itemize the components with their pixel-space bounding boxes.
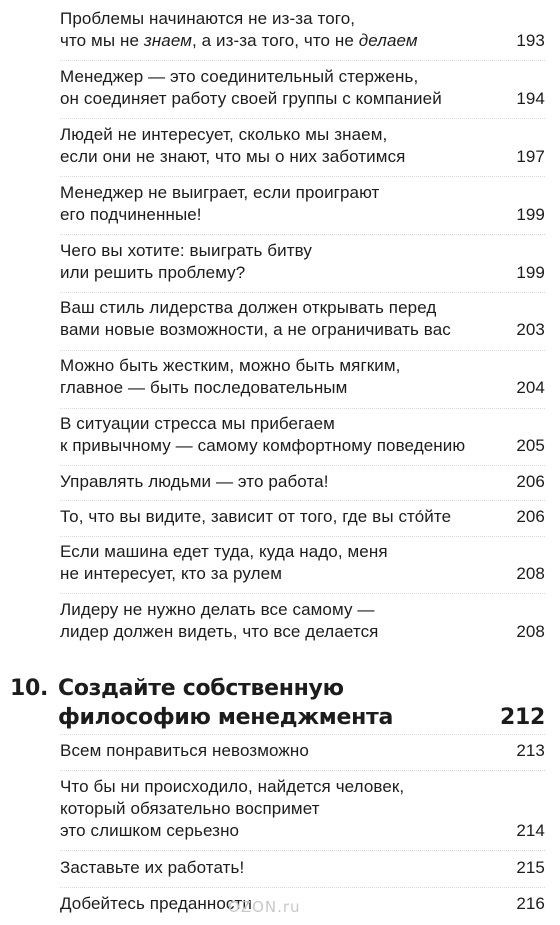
- toc-entry-page: 214: [516, 821, 545, 840]
- toc-entry[interactable]: [60, 740, 545, 762]
- divider: [60, 176, 545, 177]
- toc-entry-title: Можно быть жестким, можно быть мягким, главное — быть последовательным: [60, 356, 401, 397]
- toc-entry-title: Добейтесь преданности: [60, 894, 253, 913]
- toc-entry-page: 193: [516, 31, 545, 50]
- divider: [60, 408, 545, 409]
- toc-entry-title: Всем понравиться невозможно: [60, 741, 309, 760]
- chapter-page: 212: [499, 705, 545, 730]
- divider: [60, 887, 545, 888]
- toc-entry-title: Чего вы хотите: выиграть битву или решить проблему?: [60, 241, 312, 282]
- toc-entry-title: Менеджер — это соединительный стержень, он соединяет работу своей группы с компанией: [60, 67, 442, 108]
- toc-entry-title: Если машина едет туда, куда надо, меня не интересует, кто за рулем: [60, 542, 388, 583]
- chapter-title: Создайте собственную философию менеджмента: [58, 676, 394, 730]
- toc-entry-page: 199: [516, 263, 545, 282]
- toc-entry-page: 199: [516, 205, 545, 224]
- toc-entry[interactable]: [60, 240, 545, 284]
- toc-entry-page: 208: [516, 622, 545, 641]
- toc-entry[interactable]: [60, 66, 545, 110]
- toc-entry-page: 206: [516, 507, 545, 526]
- toc-entry-title: Проблемы начинаются не из-за того, что мы не знаем, а из-за того, что не делаем: [60, 9, 418, 50]
- toc-entry-title: Людей не интересует, сколько мы знаем, если они не знают, что мы о них заботимся: [60, 125, 406, 166]
- toc-entry-page: 206: [516, 472, 545, 491]
- divider: [60, 593, 545, 594]
- toc-entry-page: 204: [516, 378, 545, 397]
- divider: [60, 536, 545, 537]
- divider: [60, 234, 545, 235]
- toc-entry-page: 215: [516, 858, 545, 877]
- divider: [60, 350, 545, 351]
- toc-entry[interactable]: [60, 857, 545, 879]
- divider: [60, 60, 545, 61]
- toc-entry[interactable]: [60, 471, 545, 493]
- toc-entry-title: Заставьте их работать!: [60, 858, 245, 877]
- chapter-number: 10.: [10, 676, 49, 701]
- toc-entry[interactable]: [60, 413, 545, 457]
- toc-entry-title: Лидеру не нужно делать все самому — лидер должен видеть, что все делается: [60, 600, 379, 641]
- divider: [60, 292, 545, 293]
- divider: [60, 734, 545, 735]
- divider: [60, 465, 545, 466]
- toc-entry-title: Менеджер не выиграет, если проиграют его подчиненные!: [60, 183, 380, 224]
- toc-entry[interactable]: [60, 541, 545, 585]
- divider: [60, 118, 545, 119]
- chapter-heading[interactable]: [10, 674, 545, 732]
- divider: [60, 850, 545, 851]
- toc-entry-page: 205: [516, 436, 545, 455]
- toc-entry[interactable]: [60, 8, 545, 52]
- toc-entry[interactable]: [60, 297, 545, 341]
- toc-entry[interactable]: [60, 599, 545, 643]
- toc-entry-page: 213: [516, 741, 545, 760]
- toc-entry[interactable]: [60, 893, 545, 915]
- toc-entry[interactable]: [60, 182, 545, 226]
- toc-entry-page: 216: [516, 894, 545, 913]
- toc-entry-page: 197: [516, 147, 545, 166]
- toc-entry-title: Управлять людьми — это работа!: [60, 472, 329, 491]
- divider: [60, 500, 545, 501]
- toc-entry[interactable]: [60, 506, 545, 528]
- toc-entry-page: 203: [516, 320, 545, 339]
- toc-entry-page: 194: [516, 89, 545, 108]
- watermark: OZON.ru: [228, 898, 301, 916]
- toc-entry-page: 208: [516, 564, 545, 583]
- toc-entry-title: Ваш стиль лидерства должен открывать перед вами новые возможности, а не ограничивать вас: [60, 298, 451, 339]
- toc-entry[interactable]: [60, 124, 545, 168]
- toc-entry-title: То, что вы видите, зависит от того, где вы сто́йте: [60, 507, 452, 526]
- toc-entry[interactable]: [60, 355, 545, 399]
- toc-entry-title: Что бы ни происходило, найдется человек, который обязательно воспримет это слишком серьезно: [60, 777, 405, 840]
- toc-entry[interactable]: [60, 776, 545, 842]
- toc-entry-title: В ситуации стресса мы прибегаем к привычному — самому комфортному поведению: [60, 414, 466, 455]
- divider: [60, 770, 545, 771]
